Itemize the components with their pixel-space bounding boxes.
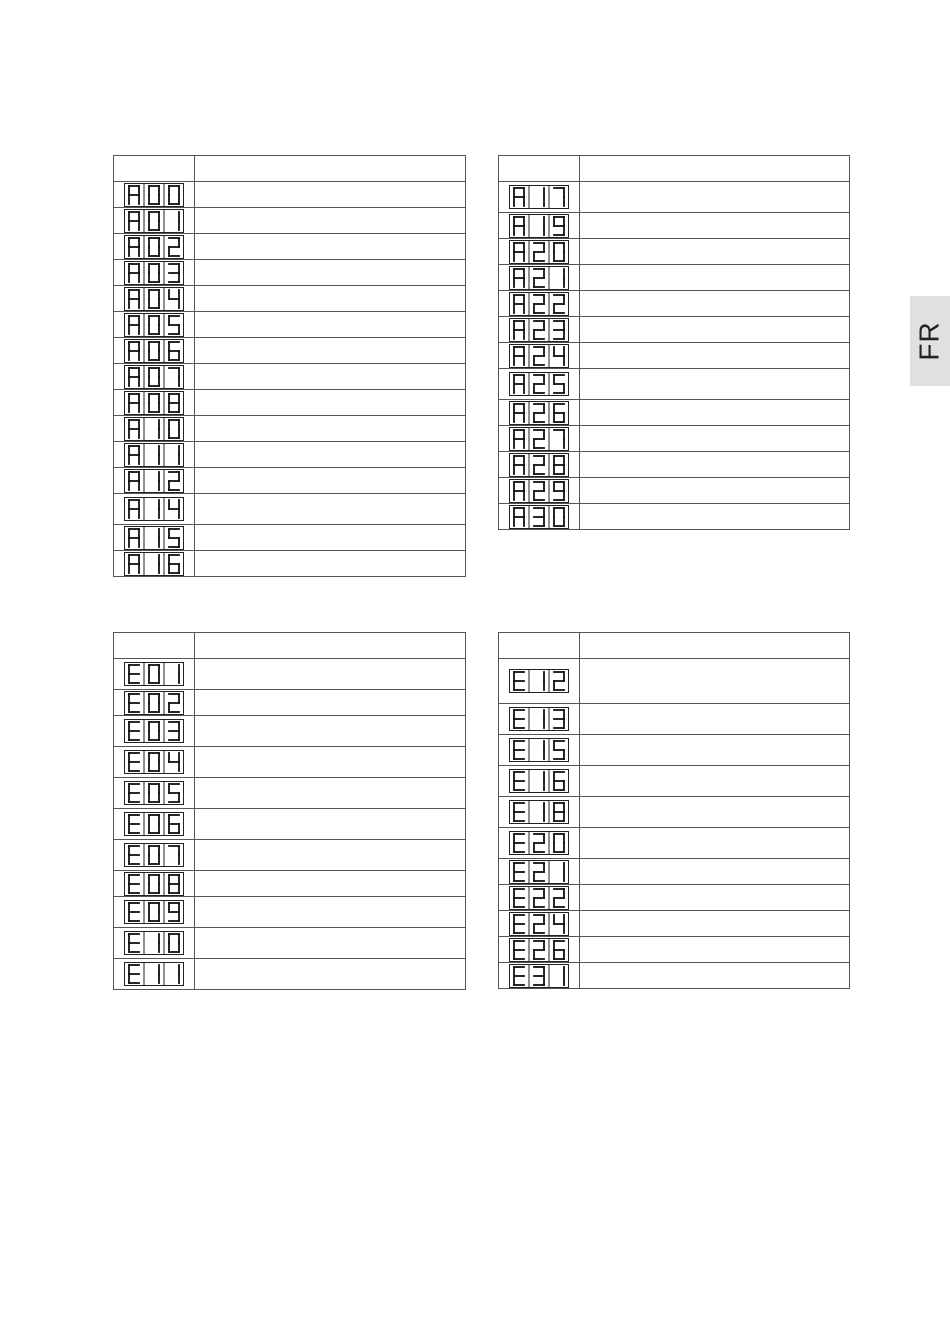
description-cell	[580, 265, 850, 291]
description-cell	[580, 797, 850, 828]
table-row	[114, 364, 466, 390]
table-row	[499, 239, 850, 265]
seven-segment-code-e13	[509, 707, 569, 731]
table-row	[499, 426, 850, 452]
table-header-row	[499, 156, 850, 182]
description-cell	[195, 551, 466, 577]
code-cell	[499, 182, 580, 213]
seven-segment-code-a23	[509, 318, 569, 342]
code-cell	[114, 959, 195, 990]
code-cell	[114, 871, 195, 897]
description-cell	[580, 213, 850, 239]
seven-segment-code-a00	[124, 183, 184, 207]
table-row	[114, 840, 466, 871]
table-row	[499, 828, 850, 859]
code-cell	[114, 897, 195, 928]
table-row	[499, 963, 850, 989]
code-cell	[499, 735, 580, 766]
table-row	[114, 778, 466, 809]
description-cell	[580, 504, 850, 530]
description-cell	[195, 690, 466, 716]
seven-segment-code-a14	[124, 497, 184, 521]
seven-segment-code-a19	[509, 214, 569, 238]
seven-segment-code-e02	[124, 691, 184, 715]
description-cell	[195, 260, 466, 286]
table-row	[114, 442, 466, 468]
seven-segment-code-a16	[124, 552, 184, 576]
table-row	[499, 659, 850, 704]
description-cell	[580, 937, 850, 963]
code-cell	[499, 859, 580, 885]
seven-segment-code-a05	[124, 313, 184, 337]
code-cell	[499, 343, 580, 369]
seven-segment-code-a15	[124, 526, 184, 550]
code-cell	[114, 659, 195, 690]
code-cell	[114, 525, 195, 551]
code-cell	[499, 239, 580, 265]
code-cell	[499, 400, 580, 426]
code-cell	[499, 265, 580, 291]
header-cell	[114, 633, 195, 659]
table-row	[499, 452, 850, 478]
table-row	[114, 182, 466, 208]
seven-segment-code-e11	[124, 962, 184, 986]
code-cell	[499, 452, 580, 478]
seven-segment-code-e18	[509, 800, 569, 824]
table-header-row	[114, 156, 466, 182]
header-cell	[580, 156, 850, 182]
seven-segment-code-e12	[509, 669, 569, 693]
description-cell	[195, 897, 466, 928]
table-row	[499, 265, 850, 291]
table-row	[499, 885, 850, 911]
seven-segment-code-a24	[509, 344, 569, 368]
header-cell	[195, 633, 466, 659]
header-cell	[499, 156, 580, 182]
description-cell	[195, 494, 466, 525]
description-cell	[580, 963, 850, 989]
table-row	[114, 525, 466, 551]
seven-segment-code-e26	[509, 938, 569, 962]
table-row	[114, 468, 466, 494]
table-row	[499, 213, 850, 239]
seven-segment-code-a08	[124, 391, 184, 415]
seven-segment-code-a30	[509, 505, 569, 529]
description-cell	[580, 182, 850, 213]
code-cell	[499, 704, 580, 735]
header-cell	[499, 633, 580, 659]
description-cell	[195, 659, 466, 690]
code-cell	[114, 551, 195, 577]
table-row	[499, 704, 850, 735]
table-row	[114, 551, 466, 577]
language-tab-fr	[910, 296, 950, 386]
seven-segment-code-e21	[509, 860, 569, 884]
seven-segment-code-a07	[124, 365, 184, 389]
seven-segment-code-e31	[509, 964, 569, 988]
table-row	[114, 234, 466, 260]
description-cell	[195, 390, 466, 416]
seven-segment-code-a27	[509, 427, 569, 451]
seven-segment-code-e01	[124, 662, 184, 686]
description-cell	[195, 338, 466, 364]
description-cell	[195, 182, 466, 208]
table-row	[114, 897, 466, 928]
code-cell	[499, 911, 580, 937]
code-cell	[499, 213, 580, 239]
description-cell	[580, 885, 850, 911]
code-cell	[499, 317, 580, 343]
alarm-code-table-right	[498, 155, 850, 530]
description-cell	[195, 840, 466, 871]
table-row	[114, 494, 466, 525]
seven-segment-code-a12	[124, 469, 184, 493]
description-cell	[195, 442, 466, 468]
code-cell	[114, 494, 195, 525]
description-cell	[580, 659, 850, 704]
description-cell	[580, 426, 850, 452]
table-row	[114, 928, 466, 959]
table-row	[114, 312, 466, 338]
code-cell	[499, 369, 580, 400]
code-cell	[114, 286, 195, 312]
seven-segment-code-a01	[124, 209, 184, 233]
table-row	[499, 937, 850, 963]
description-cell	[580, 452, 850, 478]
alarm-code-table-left	[113, 155, 466, 577]
code-cell	[114, 364, 195, 390]
header-cell	[580, 633, 850, 659]
description-cell	[580, 704, 850, 735]
error-code-table-left	[113, 632, 466, 990]
table-row	[114, 716, 466, 747]
table-row	[499, 369, 850, 400]
seven-segment-code-a03	[124, 261, 184, 285]
table-row	[114, 659, 466, 690]
table-row	[114, 338, 466, 364]
seven-segment-code-a10	[124, 417, 184, 441]
header-cell	[195, 156, 466, 182]
table-row	[499, 317, 850, 343]
table-row	[499, 797, 850, 828]
table-row	[499, 911, 850, 937]
description-cell	[580, 369, 850, 400]
description-cell	[580, 828, 850, 859]
code-cell	[499, 659, 580, 704]
code-cell	[114, 208, 195, 234]
code-cell	[114, 260, 195, 286]
table-row	[499, 504, 850, 530]
code-cell	[114, 312, 195, 338]
code-cell	[499, 797, 580, 828]
seven-segment-code-a21	[509, 266, 569, 290]
table-row	[499, 735, 850, 766]
seven-segment-code-a11	[124, 443, 184, 467]
seven-segment-code-e24	[509, 912, 569, 936]
code-cell	[499, 478, 580, 504]
code-cell	[499, 937, 580, 963]
code-cell	[114, 468, 195, 494]
description-cell	[580, 343, 850, 369]
seven-segment-code-e05	[124, 781, 184, 805]
description-cell	[195, 871, 466, 897]
seven-segment-code-a20	[509, 240, 569, 264]
seven-segment-code-a06	[124, 339, 184, 363]
code-cell	[499, 504, 580, 530]
seven-segment-code-e06	[124, 812, 184, 836]
seven-segment-code-e10	[124, 931, 184, 955]
code-cell	[499, 963, 580, 989]
seven-segment-code-e09	[124, 900, 184, 924]
table-row	[114, 747, 466, 778]
code-cell	[114, 809, 195, 840]
code-cell	[114, 234, 195, 260]
description-cell	[195, 234, 466, 260]
error-code-table-right	[498, 632, 850, 989]
description-cell	[580, 400, 850, 426]
code-cell	[114, 778, 195, 809]
language-tab-label: FR	[913, 321, 945, 361]
table-row	[114, 390, 466, 416]
description-cell	[195, 747, 466, 778]
description-cell	[580, 239, 850, 265]
description-cell	[580, 911, 850, 937]
description-cell	[195, 364, 466, 390]
description-cell	[195, 286, 466, 312]
code-cell	[499, 426, 580, 452]
code-cell	[114, 747, 195, 778]
table-row	[499, 400, 850, 426]
seven-segment-code-a29	[509, 479, 569, 503]
description-cell	[195, 809, 466, 840]
code-cell	[114, 716, 195, 747]
seven-segment-code-a25	[509, 372, 569, 396]
seven-segment-code-a22	[509, 292, 569, 316]
seven-segment-code-a02	[124, 235, 184, 259]
table-row	[114, 809, 466, 840]
table-row	[114, 959, 466, 990]
description-cell	[580, 735, 850, 766]
description-cell	[195, 468, 466, 494]
code-cell	[114, 416, 195, 442]
seven-segment-code-e07	[124, 843, 184, 867]
table-row	[114, 690, 466, 716]
seven-segment-code-a04	[124, 287, 184, 311]
table-row	[114, 208, 466, 234]
table-row	[114, 416, 466, 442]
description-cell	[195, 778, 466, 809]
code-cell	[499, 828, 580, 859]
description-cell	[195, 928, 466, 959]
description-cell	[580, 859, 850, 885]
description-cell	[580, 291, 850, 317]
code-cell	[114, 338, 195, 364]
code-cell	[499, 885, 580, 911]
table-row	[499, 766, 850, 797]
code-cell	[114, 182, 195, 208]
description-cell	[195, 416, 466, 442]
table-header-row	[499, 633, 850, 659]
code-cell	[114, 928, 195, 959]
table-row	[499, 859, 850, 885]
description-cell	[195, 525, 466, 551]
header-cell	[114, 156, 195, 182]
code-cell	[114, 390, 195, 416]
table-row	[499, 182, 850, 213]
description-cell	[195, 208, 466, 234]
description-cell	[195, 312, 466, 338]
table-row	[114, 871, 466, 897]
description-cell	[195, 959, 466, 990]
seven-segment-code-e08	[124, 872, 184, 896]
table-row	[114, 286, 466, 312]
seven-segment-code-e16	[509, 769, 569, 793]
table-row	[114, 260, 466, 286]
code-cell	[499, 291, 580, 317]
description-cell	[580, 478, 850, 504]
seven-segment-code-a28	[509, 453, 569, 477]
code-cell	[499, 766, 580, 797]
code-cell	[114, 442, 195, 468]
seven-segment-code-a17	[509, 185, 569, 209]
description-cell	[580, 766, 850, 797]
seven-segment-code-a26	[509, 401, 569, 425]
table-row	[499, 343, 850, 369]
table-header-row	[114, 633, 466, 659]
seven-segment-code-e15	[509, 738, 569, 762]
description-cell	[195, 716, 466, 747]
seven-segment-code-e04	[124, 750, 184, 774]
seven-segment-code-e22	[509, 886, 569, 910]
description-cell	[580, 317, 850, 343]
seven-segment-code-e20	[509, 831, 569, 855]
table-row	[499, 291, 850, 317]
code-cell	[114, 840, 195, 871]
seven-segment-code-e03	[124, 719, 184, 743]
code-cell	[114, 690, 195, 716]
table-row	[499, 478, 850, 504]
